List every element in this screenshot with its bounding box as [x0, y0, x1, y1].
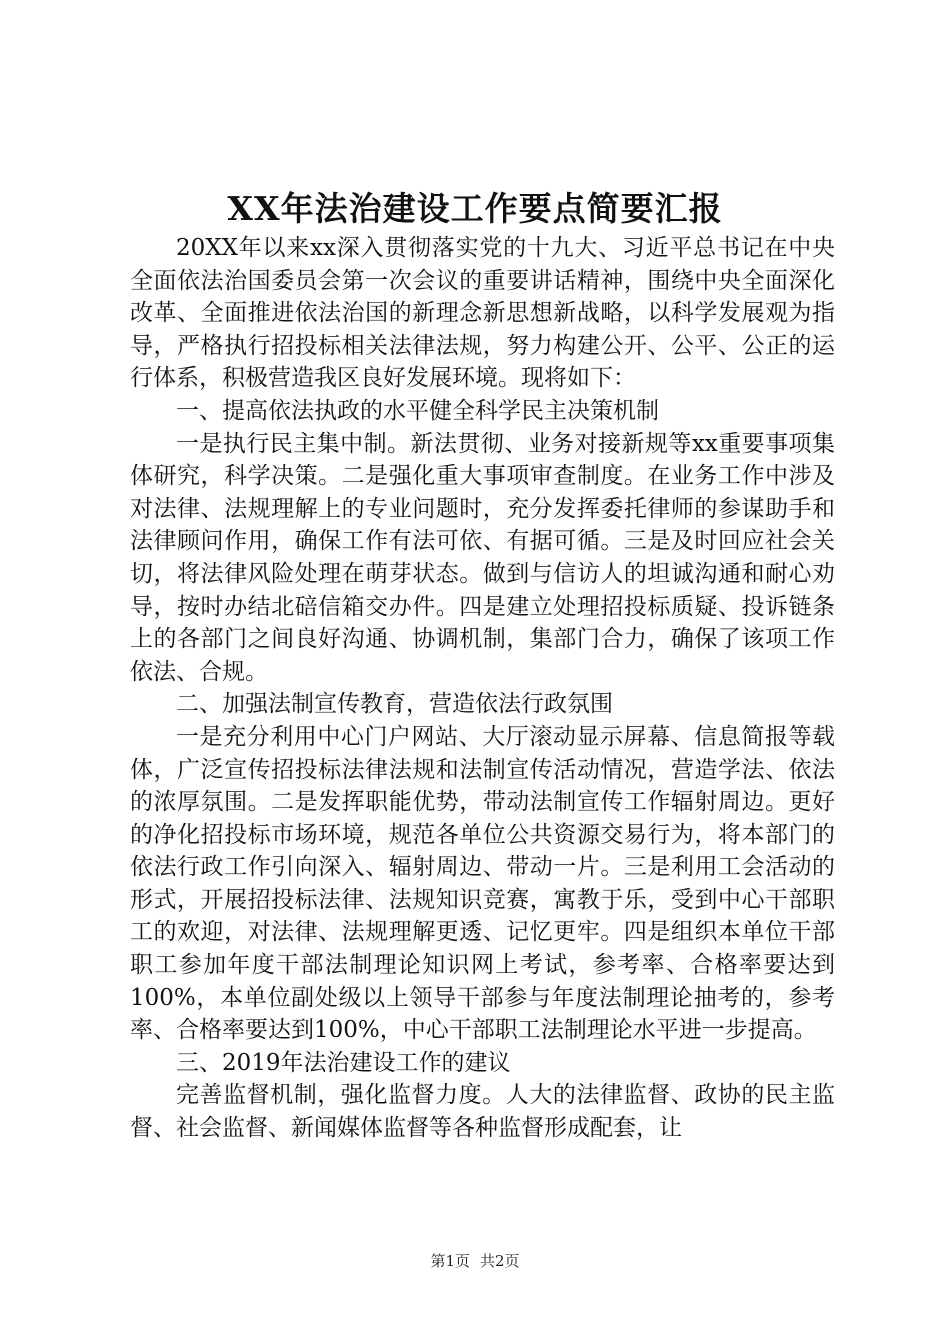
section-paragraph-1: 一是执行民主集中制。新法贯彻、业务对接新规等xx重要事项集体研究，科学决策。二是强化重大事项审查制度。在业务工作中涉及对法律、法规理解上的专业问题时，充分发挥委托律师的参谋助手和法律顾问作用，确保工作有法可依、有据可循。三是及时回应社会关切，将法律风险处理在萌芽状态。做到与信访人的坦诚沟通和耐心劝导，按时办结北碚信箱交办件。四是建立处理招投标质疑、投诉链条上的各部门之间良好沟通、协调机制，集部门合力，确保了该项工作依法、合规。	[130, 430, 835, 685]
document-body	[130, 232, 835, 1145]
page-number: 第1页	[430, 1252, 470, 1270]
intro-paragraph: 20XX年以来xx深入贯彻落实党的十九大、习近平总书记在中央全面依法治国委员会第一次会议的重要讲话精神，围绕中央全面深化改革、全面推进依法治国的新理念新思想新战略，以科学发展观为指导，严格执行招投标相关法律法规，努力构建公开、公平、公正的运行体系，积极营造我区良好发展环境。现将如下：	[130, 235, 835, 392]
section-heading-3: 三、2019年法治建设工作的建议	[176, 1049, 511, 1076]
page-footer	[0, 1250, 950, 1272]
document-title: XX年法治建设工作要点简要汇报	[227, 189, 723, 228]
section-paragraph-2: 一是充分利用中心门户网站、大厅滚动显示屏幕、信息简报等载体，广泛宣传招投标法律法规和法制宣传活动情况，营造学法、依法的浓厚氛围。二是发挥职能优势，带动法制宣传工作辐射周边。更好的净化招投标市场环境，规范各单位公共资源交易行为，将本部门的依法行政工作引向深入、辐射周边、带动一片。三是利用工会活动的形式，开展招投标法律、法规知识竞赛，寓教于乐，受到中心干部职工的欢迎，对法律、法规理解更透、记忆更牢。四是组织本单位干部职工参加年度干部法制理论知识网上考试，参考率、合格率要达到100%，本单位副处级以上领导干部参与年度法制理论抽考的，参考率、合格率要达到100%，中心干部职工法制理论水平进一步提高。	[130, 723, 835, 1044]
page-total: 共2页	[480, 1252, 520, 1270]
section-heading-1: 一、提高依法执政的水平健全科学民主决策机制	[176, 397, 659, 424]
section-paragraph-3: 完善监督机制，强化监督力度。人大的法律监督、政协的民主监督、社会监督、新闻媒体监督等各种监督形成配套，让	[130, 1082, 835, 1142]
section-heading-2: 二、加强法制宣传教育，营造依法行政氛围	[176, 691, 613, 718]
